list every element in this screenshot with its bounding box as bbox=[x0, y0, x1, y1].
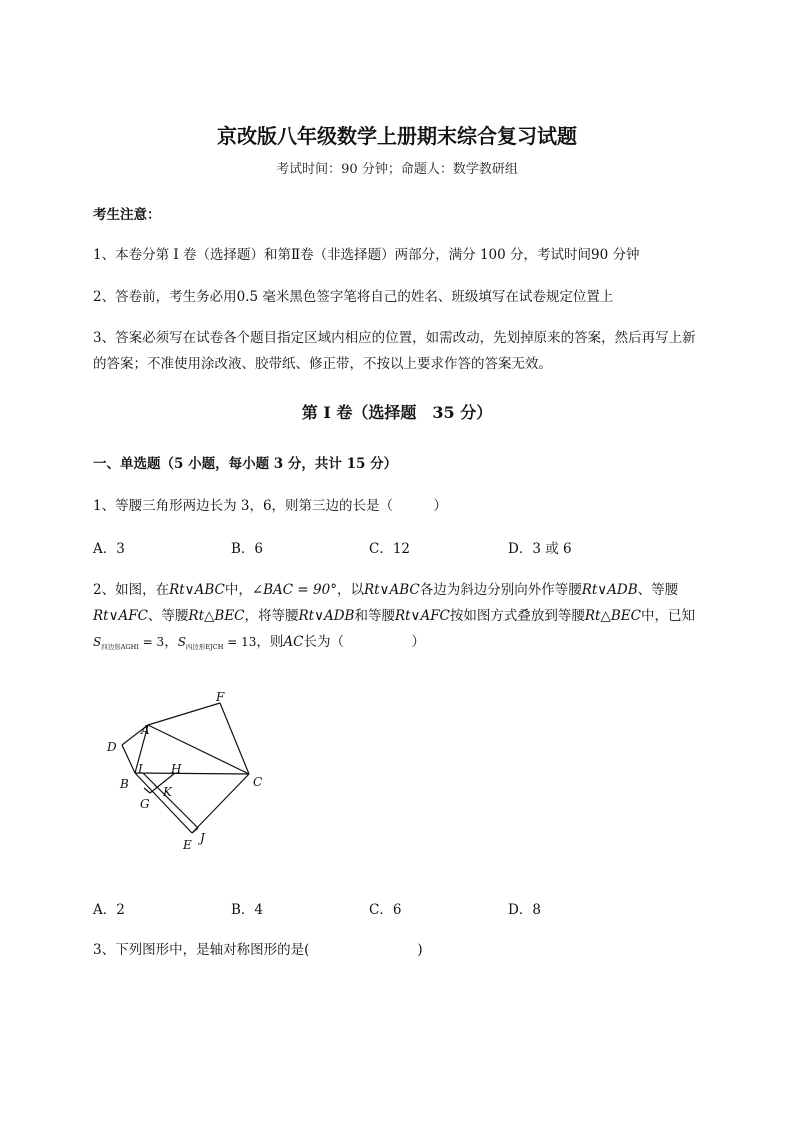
q2-option-c: C．6 bbox=[369, 902, 402, 918]
q2-rt-afc: Rt∨AFC bbox=[93, 608, 148, 624]
q2-area-subscript: 四边形EJCH bbox=[185, 643, 224, 651]
label-k: K bbox=[163, 785, 172, 799]
question-3-stem: 3、下列图形中，是轴对称图形的是( ) bbox=[93, 942, 423, 958]
label-d: D bbox=[107, 740, 117, 754]
q2-area-symbol: S bbox=[177, 635, 186, 649]
q2-area-symbol: S bbox=[93, 635, 102, 649]
segment-je bbox=[192, 828, 198, 833]
exam-subtitle: 考试时间：90 分钟；命题人：数学教研组 bbox=[276, 162, 518, 177]
q2-text: 中，已知 bbox=[640, 608, 695, 624]
segment-ij bbox=[143, 773, 198, 828]
notice-item-2: 2、答卷前，考生务必用0.5 毫米黑色签字笔将自己的姓名、班级填写在试卷规定位置上 bbox=[93, 289, 614, 305]
q2-rt-afc: Rt∨AFC bbox=[394, 608, 450, 624]
q2-area-value: = 13 bbox=[223, 635, 257, 649]
segment-af bbox=[148, 703, 220, 725]
q2-text: ，以 bbox=[336, 582, 364, 598]
label-j: J bbox=[200, 831, 205, 845]
q1-option-c: C．12 bbox=[369, 541, 411, 557]
segment-ac bbox=[148, 725, 249, 774]
q2-text: 按如图方式叠放到等腰 bbox=[449, 608, 585, 624]
notice-item-1: 1、本卷分第 I 卷（选择题）和第Ⅱ卷（非选择题）两部分，满分 100 分，考试时间90 分钟 bbox=[93, 247, 640, 263]
segment-fc bbox=[220, 703, 249, 774]
segment-ec bbox=[192, 774, 249, 833]
question-2-line-3 bbox=[93, 630, 425, 651]
segment-bc bbox=[135, 773, 249, 774]
q2-text: 和等腰 bbox=[354, 608, 395, 624]
q2-text: 、等腰 bbox=[147, 608, 189, 624]
label-b: B bbox=[120, 777, 129, 791]
q2-angle: ∠BAC = 90° bbox=[251, 582, 337, 598]
q1-option-a: A．3 bbox=[93, 541, 125, 557]
label-e: E bbox=[183, 838, 192, 852]
q2-text: 2、如图，在 bbox=[93, 582, 170, 598]
q2-rt-bec: Rt△BEC bbox=[188, 608, 245, 624]
q2-rt-abc: Rt∨ABC bbox=[169, 582, 225, 598]
segment-kg bbox=[144, 788, 150, 793]
question-1-stem: 1、等腰三角形两边长为 3，6，则第三边的长是（ ） bbox=[93, 498, 448, 514]
label-a: A bbox=[141, 723, 150, 737]
exam-title: 京改版八年级数学上册期末综合复习试题 bbox=[217, 124, 577, 148]
q2-area-subscript: 四边形AGHI bbox=[101, 643, 139, 651]
label-i: I bbox=[138, 762, 143, 776]
q2-text: ， bbox=[164, 634, 178, 650]
q2-text: 中， bbox=[224, 582, 252, 598]
label-c: C bbox=[253, 775, 263, 789]
q2-option-b: B．4 bbox=[231, 902, 264, 918]
part-title: 一、单选题（5 小题，每小题 3 分，共计 15 分） bbox=[93, 456, 398, 472]
notice-heading: 考生注意： bbox=[93, 207, 161, 223]
q2-area-value: = 3 bbox=[138, 635, 165, 649]
q2-rt-bec: Rt△BEC bbox=[584, 608, 641, 624]
q2-text: ，则 bbox=[256, 634, 284, 650]
q2-ac: AC bbox=[283, 634, 304, 650]
q2-rt-abc: Rt∨ABC bbox=[363, 582, 420, 598]
notice-item-3: 3、答案必须写在试卷各个题目指定区域内相应的位置，如需改动，先划掉原来的答案，然后再写上新 bbox=[93, 330, 696, 346]
label-f: F bbox=[216, 690, 225, 704]
q2-text: 长为（ ） bbox=[303, 634, 425, 650]
q2-rt-adb: Rt∨ADB bbox=[298, 608, 355, 624]
q2-option-d: D．8 bbox=[508, 902, 541, 918]
q2-text: ，将等腰 bbox=[244, 608, 299, 624]
q2-text: 各边为斜边分别向外作等腰 bbox=[419, 582, 582, 598]
q2-option-a: A．2 bbox=[93, 902, 125, 918]
segment-db bbox=[122, 745, 135, 773]
section-title: 第 I 卷（选择题 35 分） bbox=[301, 403, 493, 422]
question-2-line-2 bbox=[93, 604, 695, 624]
q2-geometry-figure bbox=[100, 685, 270, 855]
q1-option-b: B．6 bbox=[231, 541, 264, 557]
q2-text: 、等腰 bbox=[637, 582, 679, 598]
question-2-line-1 bbox=[93, 578, 678, 598]
label-h: H bbox=[171, 762, 182, 776]
q1-option-d: D．3 或 6 bbox=[508, 541, 572, 557]
label-g: G bbox=[140, 797, 150, 811]
q2-rt-adb: Rt∨ADB bbox=[581, 582, 638, 598]
notice-item-3-continued: 的答案；不准使用涂改液、胶带纸、修正带，不按以上要求作答的答案无效。 bbox=[93, 356, 552, 372]
